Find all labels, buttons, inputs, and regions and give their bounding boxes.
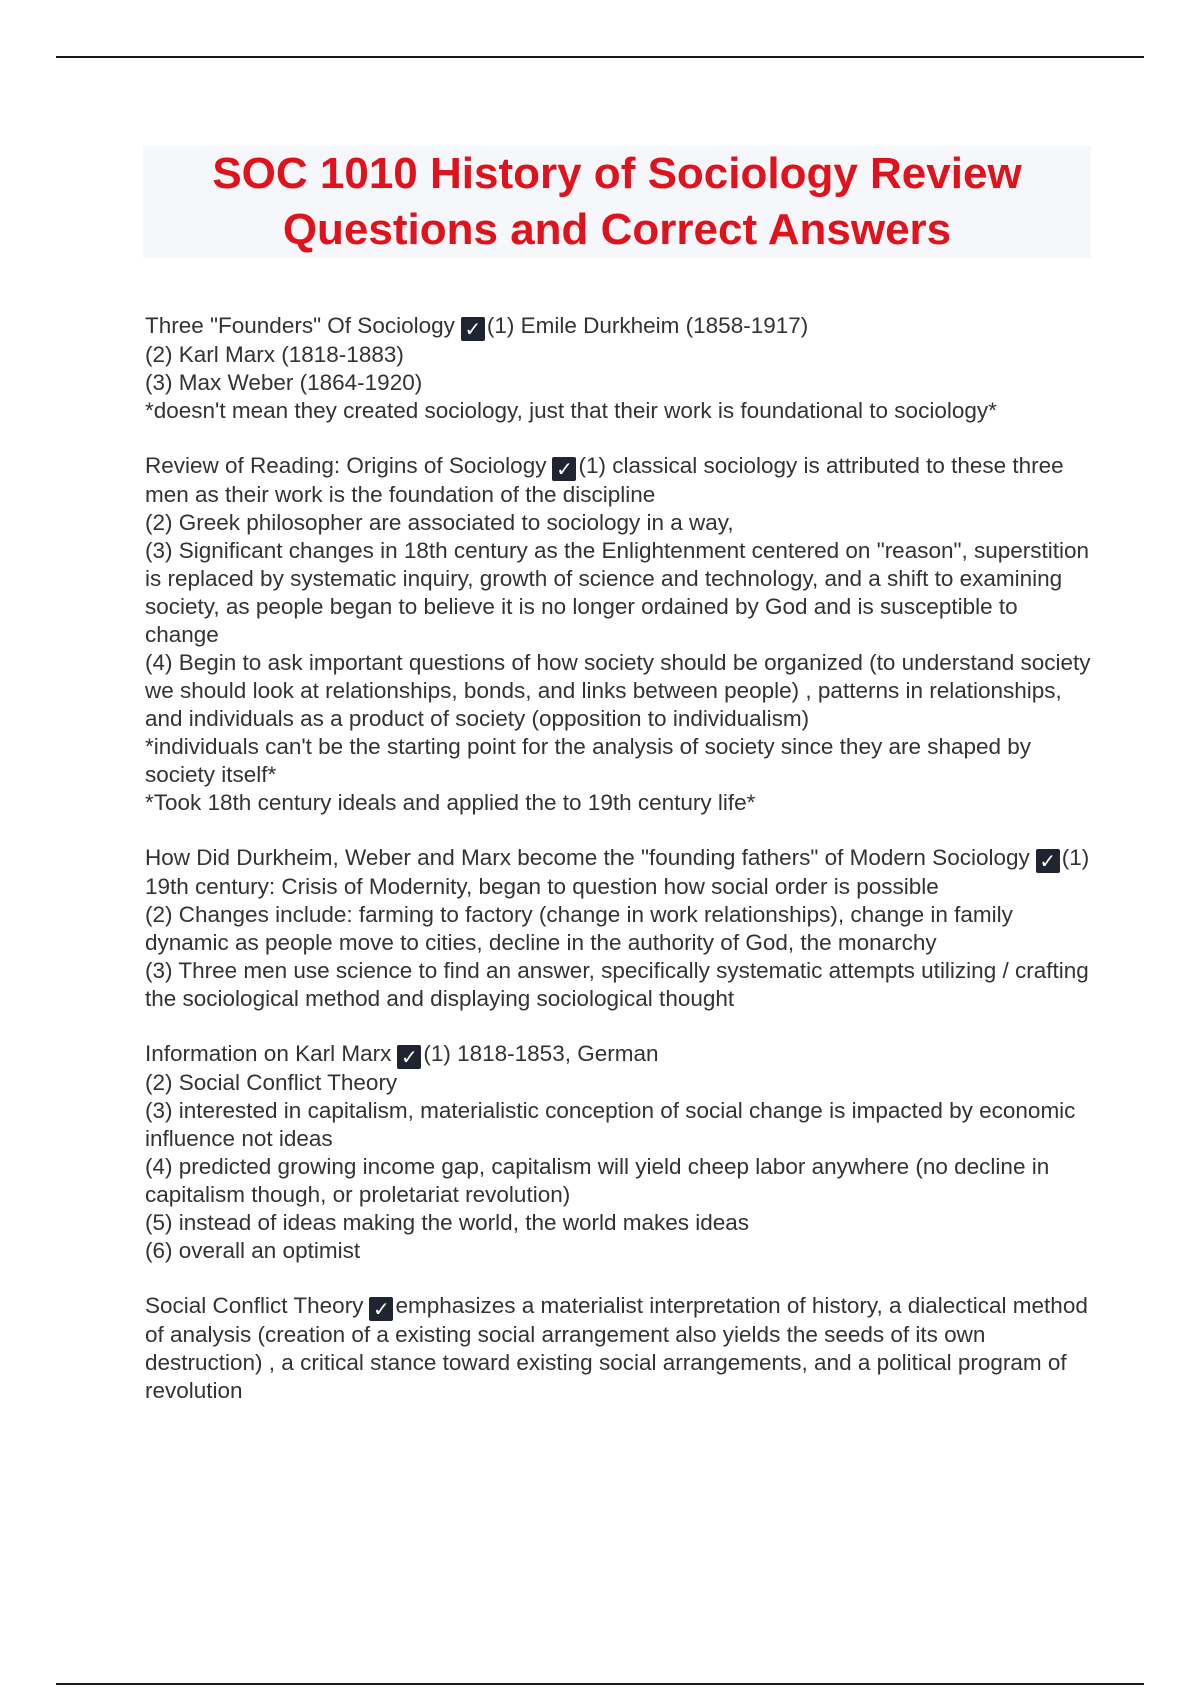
answer-text: (1) classical sociology is attributed to these three men as their work is the foundation of the discipline	[145, 453, 1064, 507]
checkmark-icon: ✓	[1036, 849, 1060, 873]
answer-line: (6) overall an optimist	[145, 1238, 361, 1263]
answer-line: (4) predicted growing income gap, capitalism will yield cheep labor anywhere (no decline in capitalism though, or proletariat revolution)	[145, 1154, 1050, 1207]
checkmark-icon: ✓	[552, 457, 576, 481]
answer-text: (1) Emile Durkheim (1858-1917)	[486, 313, 809, 338]
answer-text: (1) 19th century: Crisis of Modernity, began to question how social order is possible	[145, 845, 1090, 899]
answer-line: (4) Begin to ask important questions of how society should be organized (to understand society we should look at relationships, bonds, and links between people) , patterns in relationships, and individuals as a product of society (opposition to individualism)	[145, 650, 1091, 731]
answer-line: (5) instead of ideas making the world, the world makes ideas	[145, 1210, 750, 1235]
qa-item	[145, 452, 1095, 817]
title-banner	[143, 146, 1091, 258]
answer-line: (3) interested in capitalism, materialistic conception of social change is impacted by economic influence not ideas	[145, 1098, 1076, 1151]
question-text: Social Conflict Theory	[145, 1293, 364, 1318]
top-rule	[56, 56, 1144, 58]
bottom-rule	[56, 1683, 1144, 1685]
answer-line: (2) Karl Marx (1818-1883)	[145, 342, 404, 367]
answer-line: *doesn't mean they created sociology, just that their work is foundational to sociology*	[145, 398, 997, 423]
answer-text: (1) 1818-1853, German	[423, 1041, 659, 1066]
question-text: Information on Karl Marx	[145, 1041, 392, 1066]
question-text: Three "Founders" Of Sociology	[145, 313, 455, 338]
answer-line: *individuals can't be the starting point for the analysis of society since they are shaped by society itself*	[145, 734, 1032, 787]
answer-line: (2) Social Conflict Theory	[145, 1070, 398, 1095]
answer-line: *Took 18th century ideals and applied the to 19th century life*	[145, 790, 756, 815]
title-line-2: Questions and Correct Answers	[282, 205, 952, 254]
qa-item	[145, 1040, 1095, 1265]
answer-line: (2) Changes include: farming to factory (change in work relationships), change in family dynamic as people move to cities, decline in the authority of God, the monarchy	[145, 902, 1013, 955]
qa-list	[145, 312, 1095, 1432]
checkmark-icon: ✓	[461, 317, 485, 341]
checkmark-icon: ✓	[397, 1045, 421, 1069]
answer-line: (3) Significant changes in 18th century as the Enlightenment centered on "reason", superstition is replaced by systematic inquiry, growth of science and technology, and a shift to examining society, as people began to believe it is no longer ordained by God and is susceptible to change	[145, 538, 1090, 647]
question-text: How Did Durkheim, Weber and Marx become the "founding fathers" of Modern Sociology	[145, 845, 1030, 870]
answer-line: (2) Greek philosopher are associated to sociology in a way,	[145, 510, 734, 535]
answer-text: emphasizes a materialist interpretation of history, a dialectical method of analysis (creation of a existing social arrangement also yields the seeds of its own destruction) , a critical stance toward existing social arrangements, and a political program of revolution	[145, 1293, 1088, 1403]
document-title	[212, 146, 1021, 258]
answer-line: (3) Max Weber (1864-1920)	[145, 370, 423, 395]
qa-item	[145, 1292, 1095, 1405]
answer-line: (3) Three men use science to find an answer, specifically systematic attempts utilizing / crafting the sociological method and displaying sociological thought	[145, 958, 1089, 1011]
title-line-1: SOC 1010 History of Sociology Review	[212, 149, 1022, 198]
question-text: Review of Reading: Origins of Sociology	[145, 453, 547, 478]
qa-item	[145, 844, 1095, 1013]
checkmark-icon: ✓	[369, 1297, 393, 1321]
qa-item	[145, 312, 1095, 425]
